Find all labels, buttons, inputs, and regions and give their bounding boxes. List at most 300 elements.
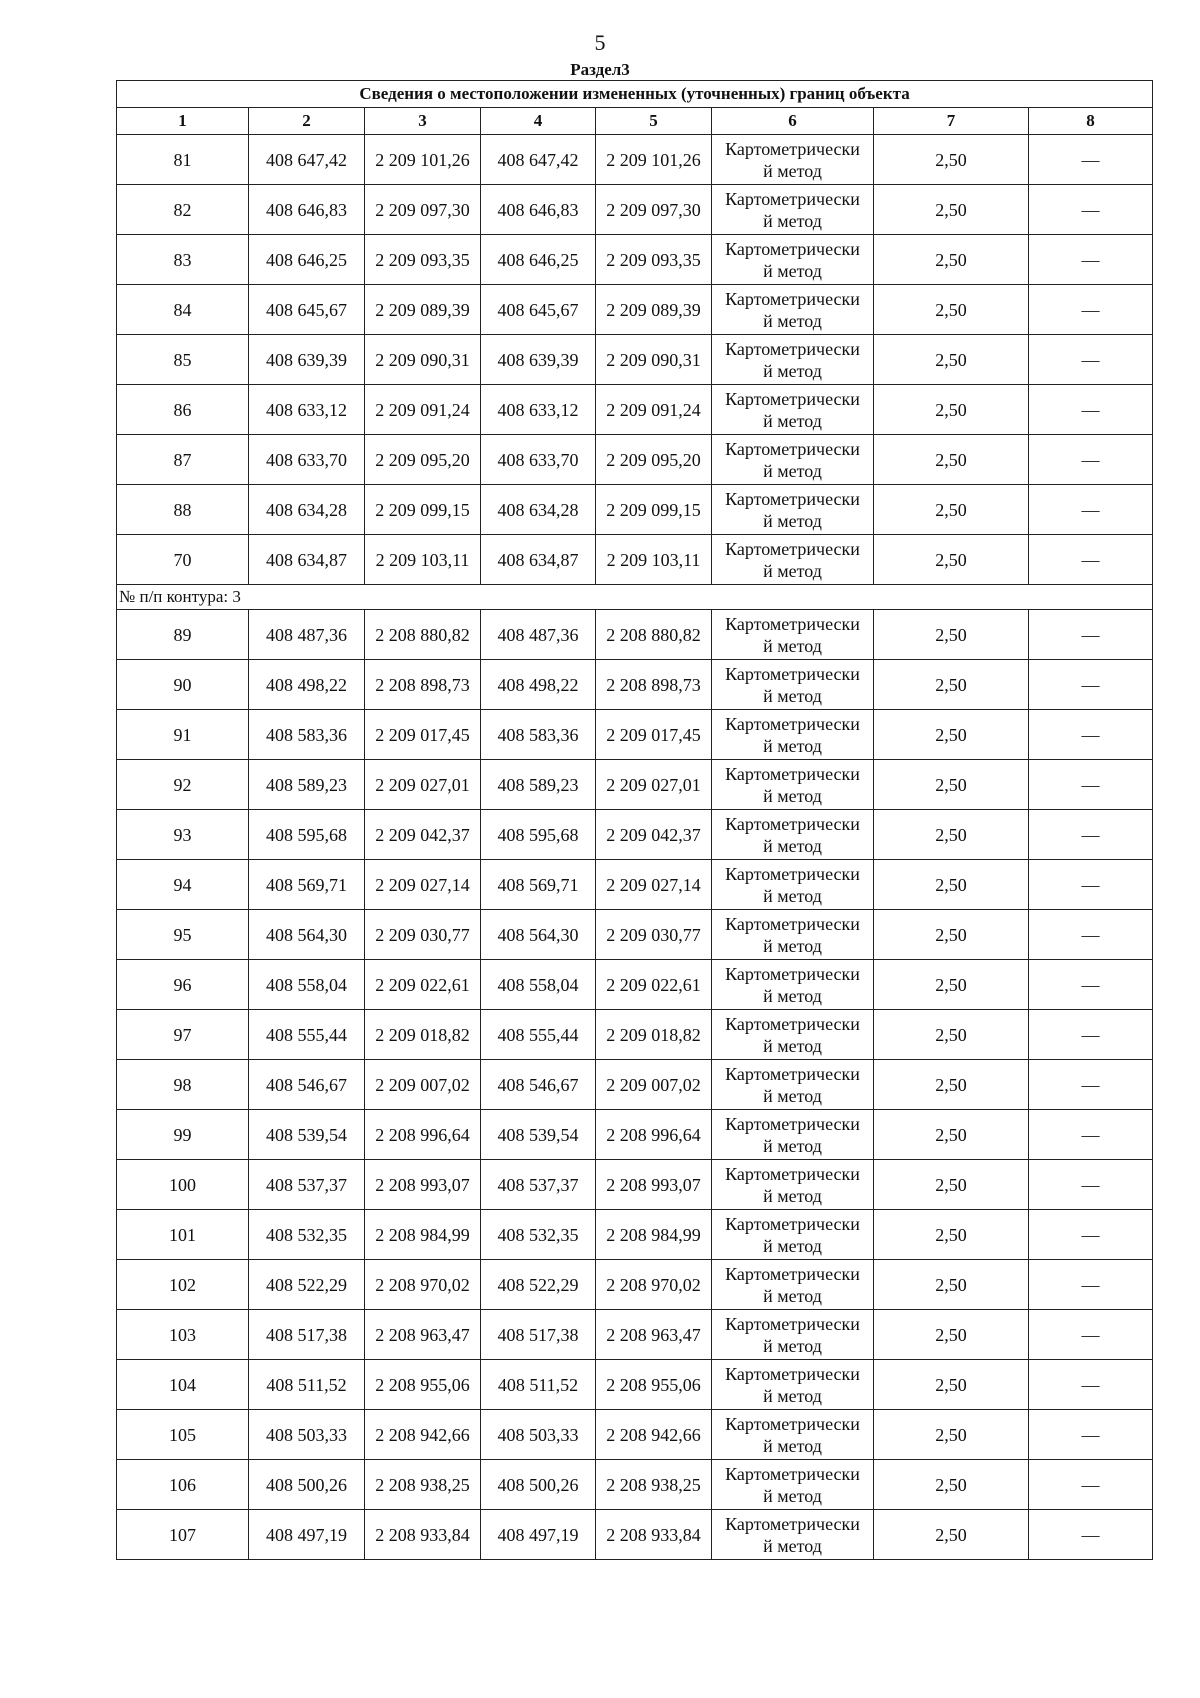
method-line-2: й метод bbox=[763, 1535, 822, 1556]
y-existing-cell: 2 208 996,64 bbox=[365, 1110, 481, 1160]
y-existing-cell: 2 209 030,77 bbox=[365, 910, 481, 960]
y-new-cell: 2 209 027,01 bbox=[596, 760, 712, 810]
table-row bbox=[117, 760, 1153, 810]
y-new-cell: 2 209 090,31 bbox=[596, 335, 712, 385]
x-new-cell: 408 500,26 bbox=[481, 1460, 596, 1510]
y-existing-cell: 2 209 017,45 bbox=[365, 710, 481, 760]
table-row bbox=[117, 1010, 1153, 1060]
point-number-cell: 94 bbox=[117, 860, 249, 910]
x-new-cell: 408 503,33 bbox=[481, 1410, 596, 1460]
description-cell: — bbox=[1029, 1260, 1153, 1310]
method-cell bbox=[712, 1410, 874, 1460]
table-row bbox=[117, 185, 1153, 235]
x-existing-cell: 408 645,67 bbox=[249, 285, 365, 335]
accuracy-cell: 2,50 bbox=[874, 1110, 1029, 1160]
description-cell: — bbox=[1029, 285, 1153, 335]
method-line-2: й метод bbox=[763, 510, 822, 531]
x-existing-cell: 408 498,22 bbox=[249, 660, 365, 710]
accuracy-cell: 2,50 bbox=[874, 1060, 1029, 1110]
description-cell: — bbox=[1029, 810, 1153, 860]
x-new-cell: 408 646,83 bbox=[481, 185, 596, 235]
method-cell bbox=[712, 1310, 874, 1360]
table-row bbox=[117, 1160, 1153, 1210]
method-line-2: й метод bbox=[763, 835, 822, 856]
table-row bbox=[117, 1260, 1153, 1310]
description-cell: — bbox=[1029, 1460, 1153, 1510]
y-existing-cell: 2 208 963,47 bbox=[365, 1310, 481, 1360]
x-new-cell: 408 511,52 bbox=[481, 1360, 596, 1410]
point-number-cell: 97 bbox=[117, 1010, 249, 1060]
method-line-1: Картометрически bbox=[725, 813, 860, 834]
y-existing-cell: 2 209 103,11 bbox=[365, 535, 481, 585]
method-cell bbox=[712, 135, 874, 185]
y-new-cell: 2 208 933,84 bbox=[596, 1510, 712, 1560]
accuracy-cell: 2,50 bbox=[874, 1360, 1029, 1410]
y-existing-cell: 2 209 022,61 bbox=[365, 960, 481, 1010]
method-line-2: й метод bbox=[763, 1035, 822, 1056]
y-new-cell: 2 209 042,37 bbox=[596, 810, 712, 860]
description-cell: — bbox=[1029, 1510, 1153, 1560]
x-new-cell: 408 564,30 bbox=[481, 910, 596, 960]
accuracy-cell: 2,50 bbox=[874, 960, 1029, 1010]
point-number-cell: 91 bbox=[117, 710, 249, 760]
x-new-cell: 408 497,19 bbox=[481, 1510, 596, 1560]
method-line-1: Картометрически bbox=[725, 1063, 860, 1084]
point-number-cell: 84 bbox=[117, 285, 249, 335]
description-cell: — bbox=[1029, 385, 1153, 435]
x-existing-cell: 408 500,26 bbox=[249, 1460, 365, 1510]
column-header-row bbox=[117, 108, 1153, 135]
y-existing-cell: 2 208 898,73 bbox=[365, 660, 481, 710]
contour-section bbox=[117, 585, 1153, 610]
y-existing-cell: 2 209 091,24 bbox=[365, 385, 481, 435]
method-line-2: й метод bbox=[763, 785, 822, 806]
x-new-cell: 408 558,04 bbox=[481, 960, 596, 1010]
method-line-2: й метод bbox=[763, 1235, 822, 1256]
method-line-2: й метод bbox=[763, 885, 822, 906]
method-cell bbox=[712, 385, 874, 435]
table-row bbox=[117, 960, 1153, 1010]
x-existing-cell: 408 634,28 bbox=[249, 485, 365, 535]
y-new-cell: 2 208 993,07 bbox=[596, 1160, 712, 1210]
method-line-2: й метод bbox=[763, 635, 822, 656]
x-existing-cell: 408 564,30 bbox=[249, 910, 365, 960]
method-line-1: Картометрически bbox=[725, 1313, 860, 1334]
point-number-cell: 105 bbox=[117, 1410, 249, 1460]
method-cell bbox=[712, 335, 874, 385]
table-row bbox=[117, 1360, 1153, 1410]
point-number-cell: 101 bbox=[117, 1210, 249, 1260]
method-line-2: й метод bbox=[763, 460, 822, 481]
y-new-cell: 2 209 095,20 bbox=[596, 435, 712, 485]
y-existing-cell: 2 209 097,30 bbox=[365, 185, 481, 235]
method-line-2: й метод bbox=[763, 1285, 822, 1306]
point-number-cell: 99 bbox=[117, 1110, 249, 1160]
accuracy-cell: 2,50 bbox=[874, 1010, 1029, 1060]
table-row bbox=[117, 1110, 1153, 1160]
x-existing-cell: 408 511,52 bbox=[249, 1360, 365, 1410]
x-new-cell: 408 647,42 bbox=[481, 135, 596, 185]
x-existing-cell: 408 595,68 bbox=[249, 810, 365, 860]
point-number-cell: 87 bbox=[117, 435, 249, 485]
point-number-cell: 90 bbox=[117, 660, 249, 710]
description-cell: — bbox=[1029, 135, 1153, 185]
method-cell bbox=[712, 285, 874, 335]
table-row bbox=[117, 385, 1153, 435]
y-existing-cell: 2 208 993,07 bbox=[365, 1160, 481, 1210]
y-existing-cell: 2 209 090,31 bbox=[365, 335, 481, 385]
x-existing-cell: 408 646,25 bbox=[249, 235, 365, 285]
x-existing-cell: 408 569,71 bbox=[249, 860, 365, 910]
method-line-1: Картометрически bbox=[725, 1363, 860, 1384]
method-line-1: Картометрически bbox=[725, 338, 860, 359]
method-line-2: й метод bbox=[763, 560, 822, 581]
x-existing-cell: 408 589,23 bbox=[249, 760, 365, 810]
method-line-2: й метод bbox=[763, 1185, 822, 1206]
method-line-1: Картометрически bbox=[725, 388, 860, 409]
table-row bbox=[117, 910, 1153, 960]
y-existing-cell: 2 208 933,84 bbox=[365, 1510, 481, 1560]
method-line-1: Картометрически bbox=[725, 238, 860, 259]
method-line-2: й метод bbox=[763, 1335, 822, 1356]
method-cell bbox=[712, 1460, 874, 1510]
accuracy-cell: 2,50 bbox=[874, 760, 1029, 810]
description-cell: — bbox=[1029, 1110, 1153, 1160]
description-cell: — bbox=[1029, 1060, 1153, 1110]
method-cell bbox=[712, 435, 874, 485]
point-number-cell: 107 bbox=[117, 1510, 249, 1560]
method-cell bbox=[712, 710, 874, 760]
method-cell bbox=[712, 1060, 874, 1110]
table-row bbox=[117, 610, 1153, 660]
method-line-1: Картометрически bbox=[725, 438, 860, 459]
table-row bbox=[117, 860, 1153, 910]
description-cell: — bbox=[1029, 485, 1153, 535]
method-line-2: й метод bbox=[763, 1485, 822, 1506]
table-row bbox=[117, 535, 1153, 585]
description-cell: — bbox=[1029, 1010, 1153, 1060]
accuracy-cell: 2,50 bbox=[874, 860, 1029, 910]
accuracy-cell: 2,50 bbox=[874, 285, 1029, 335]
accuracy-cell: 2,50 bbox=[874, 1260, 1029, 1310]
table-row bbox=[117, 235, 1153, 285]
table-row bbox=[117, 1460, 1153, 1510]
method-line-2: й метод bbox=[763, 1435, 822, 1456]
y-existing-cell: 2 208 942,66 bbox=[365, 1410, 481, 1460]
y-existing-cell: 2 208 880,82 bbox=[365, 610, 481, 660]
x-new-cell: 408 633,70 bbox=[481, 435, 596, 485]
table-row bbox=[117, 435, 1153, 485]
table-row bbox=[117, 135, 1153, 185]
table-row bbox=[117, 1510, 1153, 1560]
y-new-cell: 2 209 089,39 bbox=[596, 285, 712, 335]
method-line-2: й метод bbox=[763, 735, 822, 756]
x-new-cell: 408 633,12 bbox=[481, 385, 596, 435]
method-line-2: й метод bbox=[763, 210, 822, 231]
description-cell: — bbox=[1029, 1210, 1153, 1260]
table-row bbox=[117, 660, 1153, 710]
y-new-cell: 2 209 017,45 bbox=[596, 710, 712, 760]
contour-label: № п/п контура: 3 bbox=[117, 585, 1153, 610]
method-line-2: й метод bbox=[763, 1085, 822, 1106]
method-cell bbox=[712, 810, 874, 860]
column-header: 1 bbox=[117, 108, 249, 135]
x-new-cell: 408 634,28 bbox=[481, 485, 596, 535]
section-label: Раздел3 bbox=[570, 60, 630, 79]
y-new-cell: 2 209 103,11 bbox=[596, 535, 712, 585]
method-cell bbox=[712, 1360, 874, 1410]
column-header: 5 bbox=[596, 108, 712, 135]
table-caption: Сведения о местоположении измененных (уточненных) границ объекта bbox=[117, 81, 1153, 108]
y-existing-cell: 2 208 955,06 bbox=[365, 1360, 481, 1410]
column-header: 4 bbox=[481, 108, 596, 135]
method-line-1: Картометрически bbox=[725, 1513, 860, 1534]
method-line-1: Картометрически bbox=[725, 138, 860, 159]
accuracy-cell: 2,50 bbox=[874, 1160, 1029, 1210]
point-number-cell: 88 bbox=[117, 485, 249, 535]
y-new-cell: 2 208 880,82 bbox=[596, 610, 712, 660]
method-line-1: Картометрически bbox=[725, 1163, 860, 1184]
method-line-2: й метод bbox=[763, 360, 822, 381]
table-row bbox=[117, 1210, 1153, 1260]
method-cell bbox=[712, 235, 874, 285]
method-line-1: Картометрически bbox=[725, 488, 860, 509]
y-existing-cell: 2 209 018,82 bbox=[365, 1010, 481, 1060]
y-existing-cell: 2 209 099,15 bbox=[365, 485, 481, 535]
table-body-before bbox=[117, 135, 1153, 585]
method-cell bbox=[712, 535, 874, 585]
method-line-1: Картометрически bbox=[725, 188, 860, 209]
method-cell bbox=[712, 1510, 874, 1560]
accuracy-cell: 2,50 bbox=[874, 1210, 1029, 1260]
method-line-1: Картометрически bbox=[725, 613, 860, 634]
description-cell: — bbox=[1029, 610, 1153, 660]
x-existing-cell: 408 517,38 bbox=[249, 1310, 365, 1360]
point-number-cell: 102 bbox=[117, 1260, 249, 1310]
y-new-cell: 2 208 942,66 bbox=[596, 1410, 712, 1460]
point-number-cell: 93 bbox=[117, 810, 249, 860]
y-existing-cell: 2 208 970,02 bbox=[365, 1260, 481, 1310]
x-existing-cell: 408 646,83 bbox=[249, 185, 365, 235]
description-cell: — bbox=[1029, 660, 1153, 710]
y-existing-cell: 2 209 027,14 bbox=[365, 860, 481, 910]
point-number-cell: 100 bbox=[117, 1160, 249, 1210]
method-cell bbox=[712, 1160, 874, 1210]
method-line-1: Картометрически bbox=[725, 288, 860, 309]
page-number: 5 bbox=[594, 30, 606, 55]
x-new-cell: 408 487,36 bbox=[481, 610, 596, 660]
table-row bbox=[117, 810, 1153, 860]
x-new-cell: 408 645,67 bbox=[481, 285, 596, 335]
description-cell: — bbox=[1029, 760, 1153, 810]
x-new-cell: 408 595,68 bbox=[481, 810, 596, 860]
y-existing-cell: 2 209 095,20 bbox=[365, 435, 481, 485]
method-line-1: Картометрически bbox=[725, 1213, 860, 1234]
y-new-cell: 2 208 938,25 bbox=[596, 1460, 712, 1510]
point-number-cell: 86 bbox=[117, 385, 249, 435]
x-new-cell: 408 546,67 bbox=[481, 1060, 596, 1110]
method-line-1: Картометрически bbox=[725, 913, 860, 934]
x-new-cell: 408 517,38 bbox=[481, 1310, 596, 1360]
x-new-cell: 408 583,36 bbox=[481, 710, 596, 760]
method-cell bbox=[712, 610, 874, 660]
accuracy-cell: 2,50 bbox=[874, 1410, 1029, 1460]
x-existing-cell: 408 522,29 bbox=[249, 1260, 365, 1310]
point-number-cell: 81 bbox=[117, 135, 249, 185]
point-number-cell: 96 bbox=[117, 960, 249, 1010]
table-row bbox=[117, 1060, 1153, 1110]
method-cell bbox=[712, 185, 874, 235]
x-new-cell: 408 555,44 bbox=[481, 1010, 596, 1060]
column-header: 6 bbox=[712, 108, 874, 135]
accuracy-cell: 2,50 bbox=[874, 185, 1029, 235]
description-cell: — bbox=[1029, 960, 1153, 1010]
point-number-cell: 82 bbox=[117, 185, 249, 235]
y-new-cell: 2 209 030,77 bbox=[596, 910, 712, 960]
x-new-cell: 408 589,23 bbox=[481, 760, 596, 810]
point-number-cell: 70 bbox=[117, 535, 249, 585]
point-number-cell: 85 bbox=[117, 335, 249, 385]
method-line-2: й метод bbox=[763, 985, 822, 1006]
method-line-1: Картометрически bbox=[725, 538, 860, 559]
table-row bbox=[117, 285, 1153, 335]
description-cell: — bbox=[1029, 185, 1153, 235]
x-existing-cell: 408 537,37 bbox=[249, 1160, 365, 1210]
column-header: 3 bbox=[365, 108, 481, 135]
y-new-cell: 2 208 963,47 bbox=[596, 1310, 712, 1360]
x-existing-cell: 408 546,67 bbox=[249, 1060, 365, 1110]
point-number-cell: 104 bbox=[117, 1360, 249, 1410]
x-new-cell: 408 539,54 bbox=[481, 1110, 596, 1160]
x-existing-cell: 408 633,70 bbox=[249, 435, 365, 485]
y-existing-cell: 2 208 938,25 bbox=[365, 1460, 481, 1510]
description-cell: — bbox=[1029, 535, 1153, 585]
method-line-1: Картометрически bbox=[725, 1013, 860, 1034]
y-existing-cell: 2 208 984,99 bbox=[365, 1210, 481, 1260]
y-existing-cell: 2 209 093,35 bbox=[365, 235, 481, 285]
y-new-cell: 2 208 984,99 bbox=[596, 1210, 712, 1260]
x-existing-cell: 408 503,33 bbox=[249, 1410, 365, 1460]
x-new-cell: 408 569,71 bbox=[481, 860, 596, 910]
x-new-cell: 408 639,39 bbox=[481, 335, 596, 385]
accuracy-cell: 2,50 bbox=[874, 1460, 1029, 1510]
description-cell: — bbox=[1029, 235, 1153, 285]
x-existing-cell: 408 639,39 bbox=[249, 335, 365, 385]
accuracy-cell: 2,50 bbox=[874, 910, 1029, 960]
table-row bbox=[117, 1410, 1153, 1460]
x-existing-cell: 408 634,87 bbox=[249, 535, 365, 585]
method-line-2: й метод bbox=[763, 260, 822, 281]
y-new-cell: 2 209 027,14 bbox=[596, 860, 712, 910]
point-number-cell: 106 bbox=[117, 1460, 249, 1510]
method-line-1: Картометрически bbox=[725, 763, 860, 784]
y-new-cell: 2 209 101,26 bbox=[596, 135, 712, 185]
method-cell bbox=[712, 760, 874, 810]
method-line-2: й метод bbox=[763, 1135, 822, 1156]
description-cell: — bbox=[1029, 1310, 1153, 1360]
description-cell: — bbox=[1029, 710, 1153, 760]
boundary-coordinates-table bbox=[116, 80, 1153, 1560]
description-cell: — bbox=[1029, 435, 1153, 485]
table-row bbox=[117, 485, 1153, 535]
x-existing-cell: 408 539,54 bbox=[249, 1110, 365, 1160]
y-existing-cell: 2 209 027,01 bbox=[365, 760, 481, 810]
x-new-cell: 408 537,37 bbox=[481, 1160, 596, 1210]
method-line-1: Картометрически bbox=[725, 663, 860, 684]
x-new-cell: 408 634,87 bbox=[481, 535, 596, 585]
y-existing-cell: 2 209 007,02 bbox=[365, 1060, 481, 1110]
accuracy-cell: 2,50 bbox=[874, 385, 1029, 435]
y-existing-cell: 2 209 042,37 bbox=[365, 810, 481, 860]
column-header: 8 bbox=[1029, 108, 1153, 135]
description-cell: — bbox=[1029, 860, 1153, 910]
method-line-1: Картометрически bbox=[725, 863, 860, 884]
y-existing-cell: 2 209 089,39 bbox=[365, 285, 481, 335]
method-line-2: й метод bbox=[763, 310, 822, 331]
point-number-cell: 103 bbox=[117, 1310, 249, 1360]
accuracy-cell: 2,50 bbox=[874, 1310, 1029, 1360]
accuracy-cell: 2,50 bbox=[874, 710, 1029, 760]
point-number-cell: 95 bbox=[117, 910, 249, 960]
method-line-1: Картометрически bbox=[725, 1113, 860, 1134]
description-cell: — bbox=[1029, 1160, 1153, 1210]
accuracy-cell: 2,50 bbox=[874, 660, 1029, 710]
accuracy-cell: 2,50 bbox=[874, 435, 1029, 485]
x-existing-cell: 408 532,35 bbox=[249, 1210, 365, 1260]
method-cell bbox=[712, 910, 874, 960]
y-new-cell: 2 209 018,82 bbox=[596, 1010, 712, 1060]
x-existing-cell: 408 497,19 bbox=[249, 1510, 365, 1560]
column-header: 7 bbox=[874, 108, 1029, 135]
method-cell bbox=[712, 1260, 874, 1310]
table-body-after bbox=[117, 610, 1153, 1560]
method-line-2: й метод bbox=[763, 1385, 822, 1406]
method-cell bbox=[712, 860, 874, 910]
method-cell bbox=[712, 660, 874, 710]
method-cell bbox=[712, 1010, 874, 1060]
y-new-cell: 2 208 898,73 bbox=[596, 660, 712, 710]
column-header: 2 bbox=[249, 108, 365, 135]
method-cell bbox=[712, 960, 874, 1010]
y-new-cell: 2 209 099,15 bbox=[596, 485, 712, 535]
point-number-cell: 89 bbox=[117, 610, 249, 660]
method-cell bbox=[712, 485, 874, 535]
y-new-cell: 2 209 022,61 bbox=[596, 960, 712, 1010]
x-existing-cell: 408 633,12 bbox=[249, 385, 365, 435]
x-existing-cell: 408 558,04 bbox=[249, 960, 365, 1010]
method-line-1: Картометрически bbox=[725, 1463, 860, 1484]
x-existing-cell: 408 583,36 bbox=[249, 710, 365, 760]
method-cell bbox=[712, 1110, 874, 1160]
accuracy-cell: 2,50 bbox=[874, 485, 1029, 535]
accuracy-cell: 2,50 bbox=[874, 810, 1029, 860]
method-line-1: Картометрически bbox=[725, 1413, 860, 1434]
y-new-cell: 2 208 996,64 bbox=[596, 1110, 712, 1160]
x-existing-cell: 408 555,44 bbox=[249, 1010, 365, 1060]
table-row bbox=[117, 1310, 1153, 1360]
point-number-cell: 98 bbox=[117, 1060, 249, 1110]
method-line-1: Картометрически bbox=[725, 1263, 860, 1284]
table-row bbox=[117, 335, 1153, 385]
description-cell: — bbox=[1029, 335, 1153, 385]
y-new-cell: 2 209 091,24 bbox=[596, 385, 712, 435]
accuracy-cell: 2,50 bbox=[874, 610, 1029, 660]
point-number-cell: 83 bbox=[117, 235, 249, 285]
description-cell: — bbox=[1029, 1360, 1153, 1410]
method-cell bbox=[712, 1210, 874, 1260]
y-new-cell: 2 209 097,30 bbox=[596, 185, 712, 235]
description-cell: — bbox=[1029, 1410, 1153, 1460]
